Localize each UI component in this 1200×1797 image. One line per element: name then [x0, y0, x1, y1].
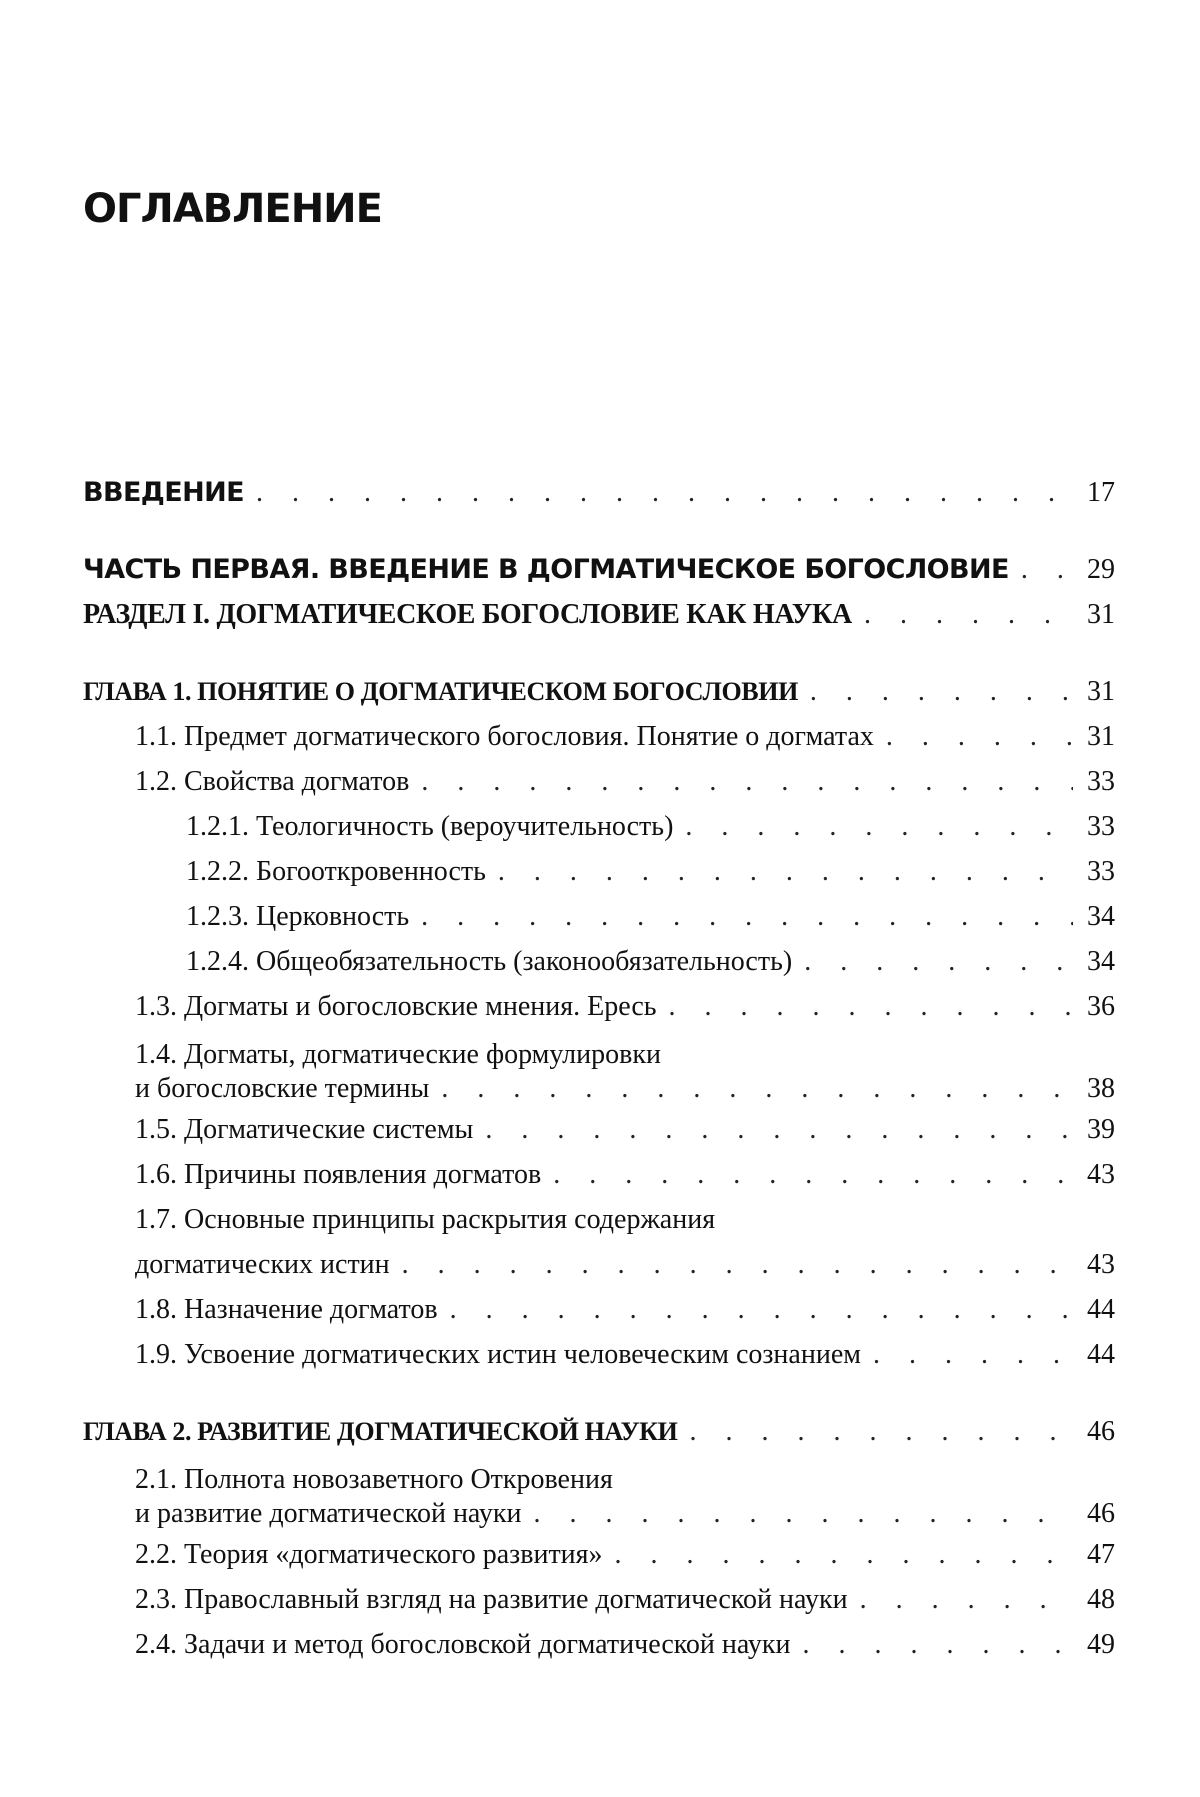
toc-page-number: 34 — [1085, 894, 1115, 939]
toc-page-number: 49 — [1085, 1622, 1115, 1667]
toc-label: 1.9. Усвоение догматических истин человеческим сознанием — [135, 1332, 861, 1377]
toc-entry-1-2[interactable] — [83, 759, 1115, 804]
toc-label: 1.2.1. Теологичность (вероучительность) — [186, 804, 673, 849]
toc-entry-1-2-2[interactable] — [83, 849, 1115, 894]
toc-entry-1-2-3[interactable] — [83, 894, 1115, 939]
leader-dots — [886, 714, 1073, 759]
toc-page-number: 33 — [1085, 759, 1115, 804]
leader-dots — [1021, 547, 1073, 592]
toc-label: 2.2. Теория «догматического развития» — [135, 1532, 603, 1577]
toc-entry-1-3[interactable] — [83, 984, 1115, 1029]
toc-entry-2-4[interactable] — [83, 1622, 1115, 1667]
toc-label: 1.2. Свойства догматов — [135, 759, 409, 804]
toc-page-number: 29 — [1085, 547, 1115, 592]
leader-dots — [864, 592, 1073, 637]
toc-label-line1: 1.7. Основные принципы раскрытия содержания — [135, 1197, 1115, 1242]
toc-label-line1: 2.1. Полнота новозаветного Откровения — [135, 1454, 1115, 1496]
toc-label: ГЛАВА 1. ПОНЯТИЕ О ДОГМАТИЧЕСКОМ БОГОСЛОВИИ — [83, 669, 798, 714]
toc-label: 1.3. Догматы и богословские мнения. Ересь — [135, 984, 657, 1029]
toc-entry-chapter-1[interactable] — [83, 669, 1115, 714]
toc-page-number: 31 — [1085, 714, 1115, 759]
toc-entry-part-one[interactable] — [83, 547, 1115, 592]
toc-page-number: 43 — [1085, 1242, 1115, 1287]
leader-dots — [802, 1622, 1073, 1667]
leader-dots — [485, 1107, 1073, 1152]
toc-entry-1-8[interactable] — [83, 1287, 1115, 1332]
leader-dots — [810, 669, 1073, 714]
toc-page-number: 44 — [1085, 1332, 1115, 1377]
toc-label-line2: и развитие догматической науки — [135, 1496, 522, 1532]
table-of-contents — [83, 470, 1115, 1667]
toc-entry-1-9[interactable] — [83, 1332, 1115, 1377]
leader-dots — [421, 894, 1073, 939]
toc-page-number: 31 — [1085, 592, 1115, 637]
toc-page-number: 31 — [1085, 669, 1115, 714]
toc-page-number: 33 — [1085, 849, 1115, 894]
toc-entry-1-2-1[interactable] — [83, 804, 1115, 849]
toc-label: ВВЕДЕНИЕ — [83, 470, 244, 515]
toc-page-number: 46 — [1085, 1409, 1115, 1454]
toc-page-number: 47 — [1085, 1532, 1115, 1577]
toc-entry-section-one[interactable] — [83, 592, 1115, 637]
toc-label: РАЗДЕЛ I. ДОГМАТИЧЕСКОЕ БОГОСЛОВИЕ КАК НАУКА — [83, 592, 852, 637]
toc-label: 1.2.4. Общеобязательность (законообязательность) — [186, 939, 792, 984]
toc-entry-1-6[interactable] — [83, 1152, 1115, 1197]
leader-dots — [685, 804, 1073, 849]
leader-dots — [615, 1532, 1073, 1577]
leader-dots — [873, 1332, 1073, 1377]
toc-page-number: 17 — [1085, 470, 1115, 515]
toc-entry-introduction[interactable] — [83, 470, 1115, 515]
toc-label: ГЛАВА 2. РАЗВИТИЕ ДОГМАТИЧЕСКОЙ НАУКИ — [83, 1409, 677, 1454]
toc-label: 2.4. Задачи и метод богословской догматической науки — [135, 1622, 790, 1667]
toc-page-number: 36 — [1085, 984, 1115, 1029]
toc-page-number: 48 — [1085, 1577, 1115, 1622]
toc-entry-1-7[interactable] — [83, 1197, 1115, 1287]
toc-page-number: 46 — [1085, 1496, 1115, 1532]
leader-dots — [421, 759, 1073, 804]
leader-dots — [441, 1071, 1073, 1107]
toc-page-number: 38 — [1085, 1071, 1115, 1107]
toc-label-line1: 1.4. Догматы, догматические формулировки — [135, 1029, 1115, 1071]
toc-entry-1-1[interactable] — [83, 714, 1115, 759]
toc-entry-2-2[interactable] — [83, 1532, 1115, 1577]
toc-label: 1.1. Предмет догматического богословия. Понятие о догматах — [135, 714, 874, 759]
leader-dots — [256, 470, 1073, 515]
leader-dots — [669, 984, 1073, 1029]
toc-label: 2.3. Православный взгляд на развитие догматической науки — [135, 1577, 848, 1622]
leader-dots — [553, 1152, 1073, 1197]
toc-label: 1.5. Догматические системы — [135, 1107, 473, 1152]
toc-page-number: 44 — [1085, 1287, 1115, 1332]
toc-entry-chapter-2[interactable] — [83, 1409, 1115, 1454]
toc-page-number: 34 — [1085, 939, 1115, 984]
toc-label: 1.6. Причины появления догматов — [135, 1152, 541, 1197]
toc-label: 1.8. Назначение догматов — [135, 1287, 438, 1332]
toc-label-line2: догматических истин — [135, 1242, 390, 1287]
toc-page-number: 39 — [1085, 1107, 1115, 1152]
leader-dots — [534, 1496, 1073, 1532]
toc-label: ЧАСТЬ ПЕРВАЯ. ВВЕДЕНИЕ В ДОГМАТИЧЕСКОЕ БОГОСЛОВИЕ — [83, 547, 1009, 592]
toc-label: 1.2.3. Церковность — [186, 894, 409, 939]
leader-dots — [804, 939, 1073, 984]
toc-entry-1-2-4[interactable] — [83, 939, 1115, 984]
page-title: ОГЛАВЛЕНИЕ — [83, 186, 382, 232]
toc-label-line2: и богословские термины — [135, 1071, 429, 1107]
leader-dots — [689, 1409, 1073, 1454]
toc-page-number: 43 — [1085, 1152, 1115, 1197]
toc-entry-2-3[interactable] — [83, 1577, 1115, 1622]
leader-dots — [860, 1577, 1073, 1622]
toc-entry-2-1[interactable] — [83, 1454, 1115, 1532]
toc-page-number: 33 — [1085, 804, 1115, 849]
toc-entry-1-5[interactable] — [83, 1107, 1115, 1152]
leader-dots — [498, 849, 1073, 894]
leader-dots — [450, 1287, 1073, 1332]
leader-dots — [402, 1242, 1073, 1287]
toc-label: 1.2.2. Богооткровенность — [186, 849, 486, 894]
toc-entry-1-4[interactable] — [83, 1029, 1115, 1107]
